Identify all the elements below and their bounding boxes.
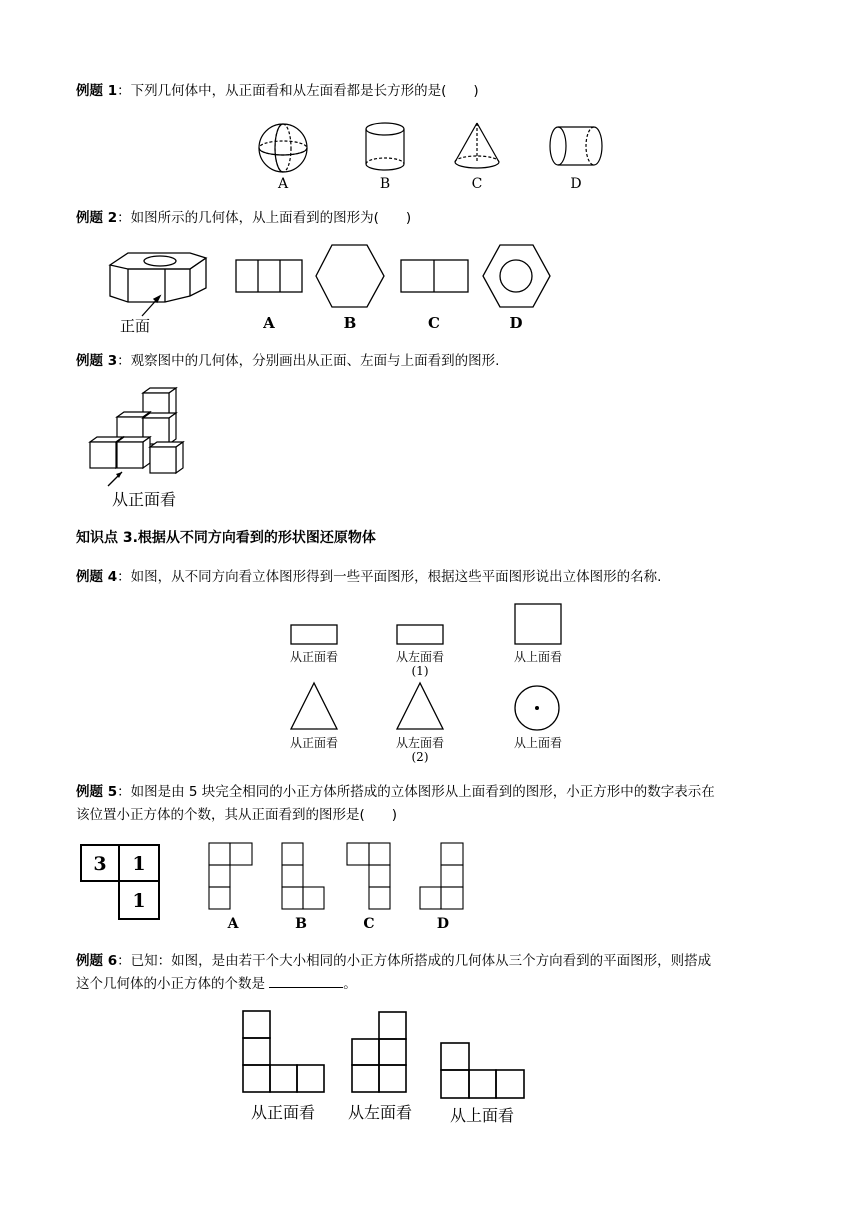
ex6-top-view <box>441 1043 524 1098</box>
ex4-2-front-caption: 从正面看 <box>289 736 339 750</box>
ex4-2-top-caption: 从上面看 <box>513 736 563 750</box>
example-4-text: ：如图，从不同方向看立体图形得到一些平面图形，根据这些平面图形说出立体图形的名称. <box>117 569 662 585</box>
example-1-label: 例题 1 <box>76 83 118 99</box>
ex4-1-number: (1) <box>411 664 429 678</box>
example-5-label: 例题 5 <box>76 784 118 800</box>
ex3-caption: 从正面看 <box>112 490 177 509</box>
example-5-question-line-2: 该位置小正方体的个数，其从正面看到的图形是( ) <box>76 807 398 823</box>
ex5-grid-cell-3: 1 <box>132 890 146 912</box>
ex6-left-caption: 从左面看 <box>347 1103 413 1122</box>
ex2-option-b: B <box>343 314 357 332</box>
ex1-option-c: C <box>471 176 483 192</box>
ex5-option-a: A <box>227 916 239 932</box>
ex5-option-c: C <box>363 916 375 932</box>
ex6-front-caption: 从正面看 <box>250 1103 316 1122</box>
example-6-text-3: 。 <box>343 976 357 992</box>
example-2-label: 例题 2 <box>76 210 118 226</box>
ex4-1-left-caption: 从左面看 <box>395 650 445 664</box>
example-6-label: 例题 6 <box>76 953 118 969</box>
ex4-2-left-caption: 从左面看 <box>395 736 445 750</box>
example-2-text: ：如图所示的几何体，从上面看到的图形为( ) <box>117 210 412 226</box>
section-3-heading: 知识点 3.根据从不同方向看到的形状图还原物体 <box>76 530 376 546</box>
example-6-text-2: 这个几何体的小正方体的个数是 <box>76 976 270 992</box>
ex2-option-d: D <box>509 314 523 332</box>
example-1-text: ：下列几何体中，从正面看和从左面看都是长方形的是( ) <box>117 83 479 99</box>
ex6-front-view <box>243 1011 324 1092</box>
ex4-1-top-caption: 从上面看 <box>513 650 563 664</box>
ex2-option-c: C <box>428 314 440 332</box>
ex6-left-view <box>352 1012 406 1092</box>
example-3-text: ：观察图中的几何体，分别画出从正面、左面与上面看到的图形. <box>117 353 500 369</box>
ex6-top-caption: 从上面看 <box>449 1106 515 1125</box>
ex5-grid-cell-2: 1 <box>132 853 146 875</box>
example-3-label: 例题 3 <box>76 353 118 369</box>
ex5-grid-cell-1: 3 <box>93 853 107 875</box>
ex1-option-b: B <box>379 176 391 192</box>
example-5-text-1: ：如图是由 5 块完全相同的小正方体所搭成的立体图形从上面看到的图形，小正方形中的数字表示在 <box>117 784 715 800</box>
example-4-label: 例题 4 <box>76 569 118 585</box>
example-6-text-1: ：已知：如图，是由若干个大小相同的小正方体所搭成的几何体从三个方向看到的平面图形，则搭成 <box>117 953 712 969</box>
ex2-option-a: A <box>263 314 275 332</box>
ex1-option-a: A <box>277 176 289 192</box>
ex5-option-d: D <box>436 916 450 932</box>
ex4-1-front-caption: 从正面看 <box>289 650 339 664</box>
ex4-2-number: (2) <box>411 750 429 764</box>
ex5-option-b: B <box>295 916 307 932</box>
ex1-option-d: D <box>570 176 582 192</box>
ex2-front-caption: 正面 <box>120 317 151 335</box>
